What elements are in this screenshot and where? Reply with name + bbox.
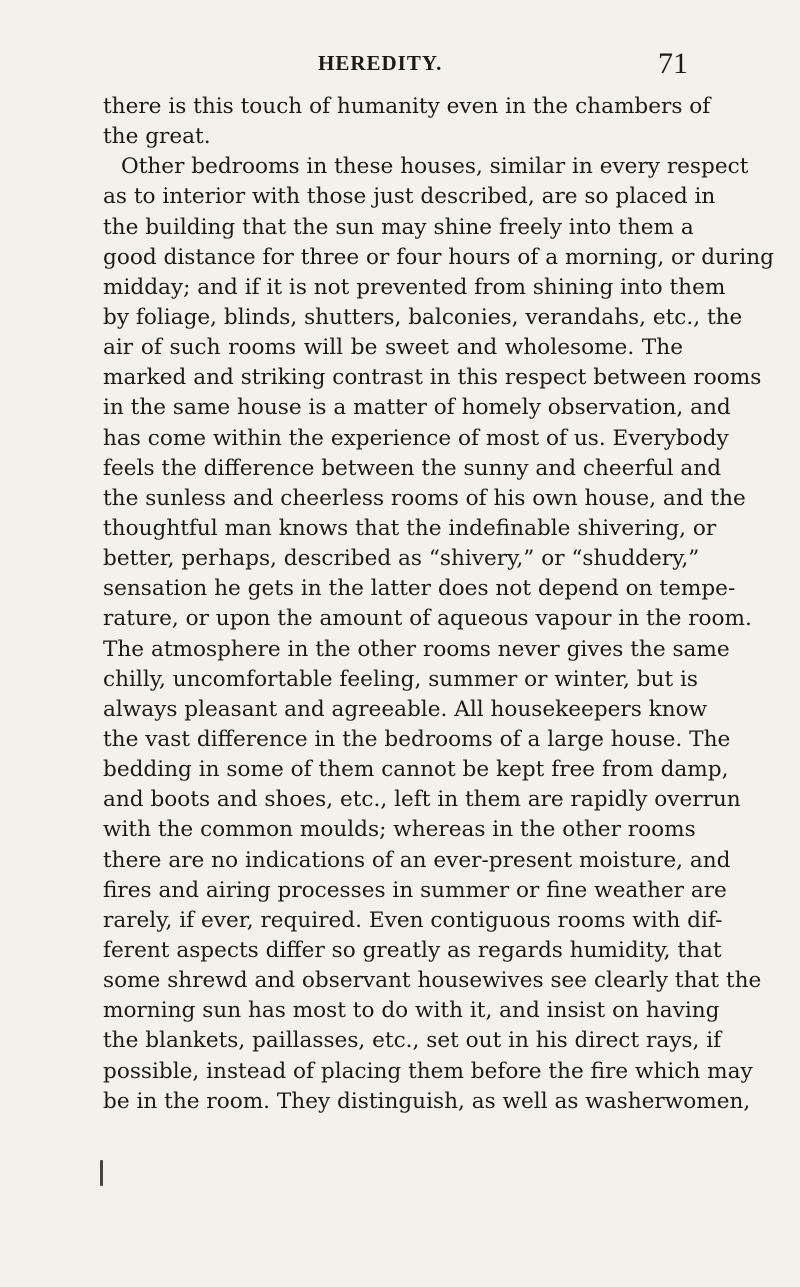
text-line: ferent aspects differ so greatly as regards humidity, that xyxy=(103,937,722,963)
text-line: chilly, uncomfortable feeling, summer or winter, but is xyxy=(103,666,699,692)
page-number: 71 xyxy=(658,47,688,80)
text-line: The atmosphere in the other rooms never gives the same xyxy=(103,636,730,662)
text-line: thoughtful man knows that the indefinable shivering, or xyxy=(103,515,717,541)
text-line: the sunless and cheerless rooms of his own house, and the xyxy=(103,485,746,511)
text-line: marked and striking contrast in this respect between rooms xyxy=(103,365,762,391)
text-line: has come within the experience of most of us. Everybody xyxy=(103,425,729,451)
text-line: better, perhaps, described as “shivery,” or “shuddery,” xyxy=(103,546,700,572)
text-line: the great. xyxy=(103,124,211,150)
text-line: morning sun has most to do with it, and insist on having xyxy=(103,998,720,1024)
running-head xyxy=(268,47,688,81)
text-line: with the common moulds; whereas in the other rooms xyxy=(103,817,696,843)
text-line: the blankets, paillasses, etc., set out in his direct rays, if xyxy=(103,1028,722,1054)
text-line: air of such rooms will be sweet and wholesome. The xyxy=(103,335,683,361)
text-line: as to interior with those just described, are so placed in xyxy=(103,184,716,210)
text-line: the vast difference in the bedrooms of a large house. The xyxy=(103,726,731,752)
ink-mark xyxy=(100,1160,103,1186)
text-line: fires and airing processes in summer or fine weather are xyxy=(103,877,727,903)
text-line: always pleasant and agreeable. All housekeepers know xyxy=(103,696,708,722)
text-line: rarely, if ever, required. Even contiguous rooms with dif- xyxy=(103,907,723,933)
text-line: sensation he gets in the latter does not depend on tempe- xyxy=(103,576,736,602)
text-line: in the same house is a matter of homely observation, and xyxy=(103,395,731,421)
text-line: midday; and if it is not prevented from shining into them xyxy=(103,274,726,300)
text-line: the building that the sun may shine freely into them a xyxy=(103,214,694,240)
text-line: possible, instead of placing them before the fire which may xyxy=(103,1058,753,1084)
text-line: there is this touch of humanity even in the chambers of xyxy=(103,94,711,119)
text-line: and boots and shoes, etc., left in them are rapidly overrun xyxy=(103,787,741,813)
text-line: feels the difference between the sunny and cheerful and xyxy=(103,455,722,481)
text-line: rature, or upon the amount of aqueous vapour in the room. xyxy=(103,606,752,632)
text-line: good distance for three or four hours of a morning, or during xyxy=(103,244,774,270)
text-line: some shrewd and observant housewives see clearly that the xyxy=(103,968,762,994)
text-line: there are no indications of an ever-present moisture, and xyxy=(103,847,731,873)
text-line: by foliage, blinds, shutters, balconies, verandahs, etc., the xyxy=(103,304,743,330)
text-line: be in the room. They distinguish, as well as washerwomen, xyxy=(103,1088,751,1114)
body-text xyxy=(103,92,774,1117)
text-line: Other bedrooms in these houses, similar in every respect xyxy=(121,154,749,180)
running-title: HEREDITY. xyxy=(318,51,443,75)
text-line: bedding in some of them cannot be kept free from damp, xyxy=(103,757,729,783)
